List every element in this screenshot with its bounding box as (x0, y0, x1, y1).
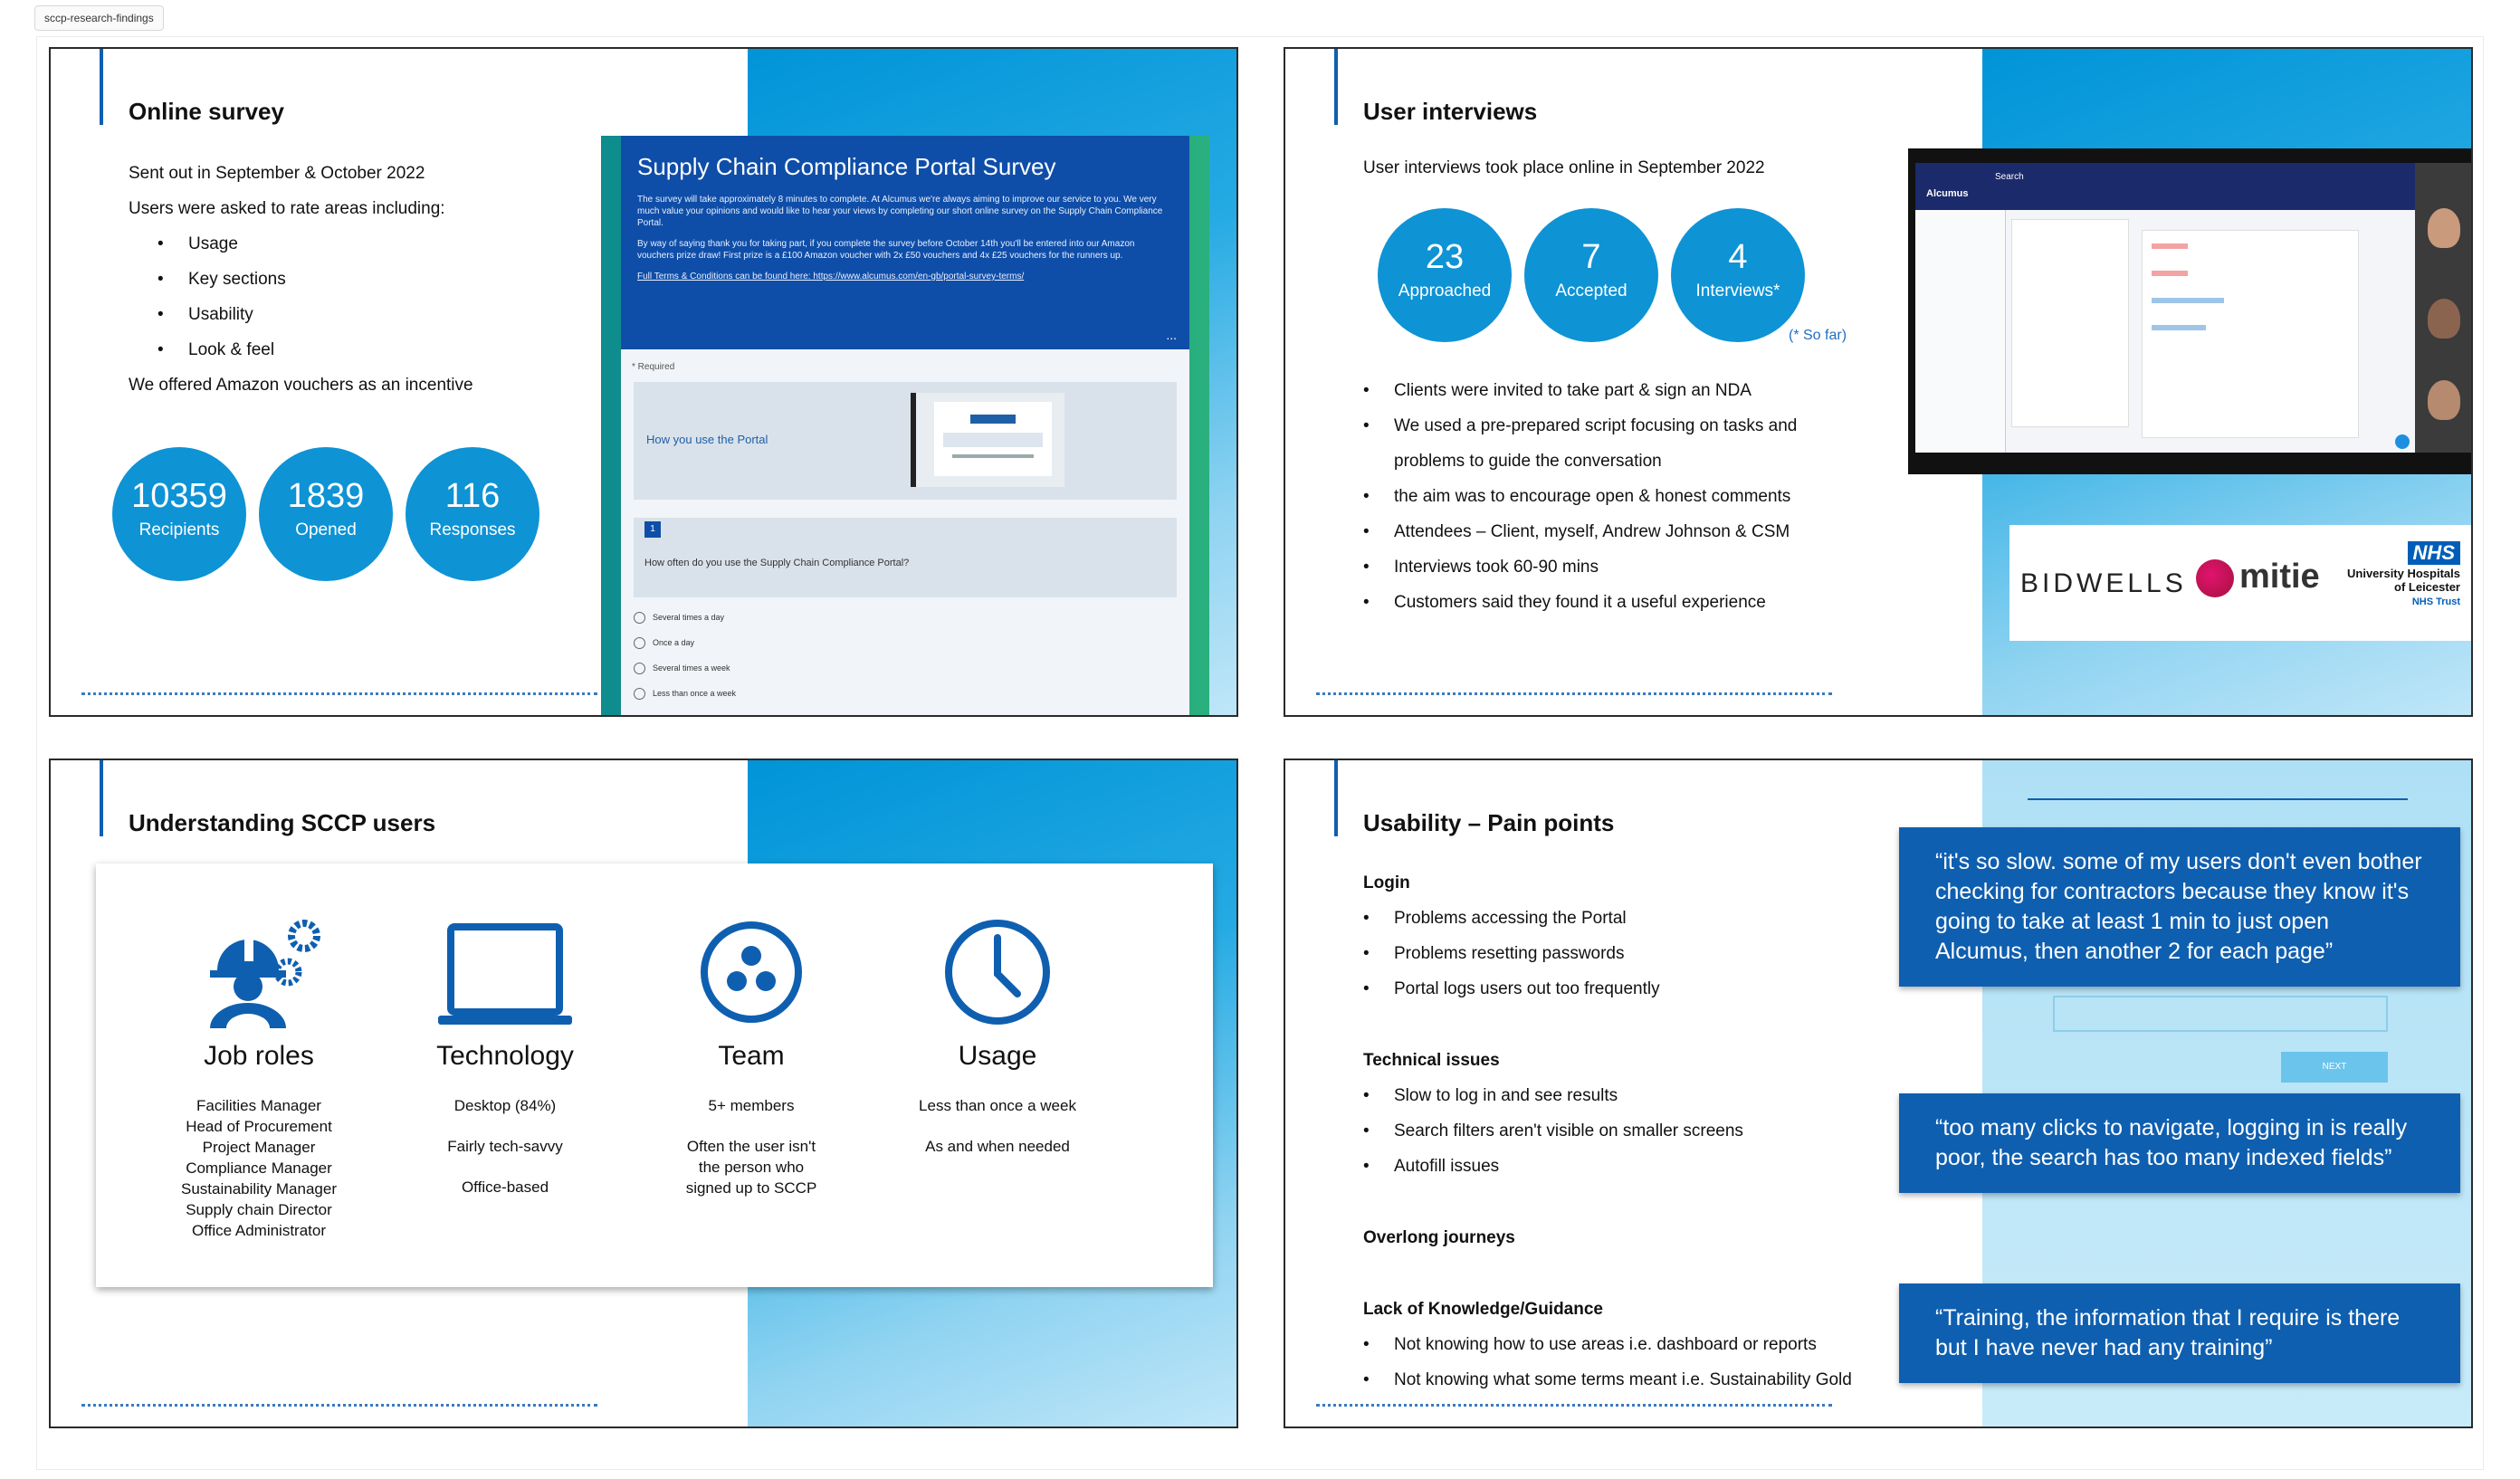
laptop-icon (396, 914, 614, 1032)
mock-next-button: NEXT (2281, 1052, 2388, 1083)
list-item: • Search filters aren't visible on smaller screens (1363, 1113, 1924, 1149)
video-call-screenshot (1908, 148, 2473, 474)
slide-pain-points[interactable] (1284, 759, 2473, 1428)
nhs-name: University Hospitals (2347, 567, 2460, 580)
client-logos (2009, 525, 2473, 641)
column-heading: Team (718, 1041, 785, 1071)
column-line: Desktop (84%) (453, 1097, 557, 1114)
survey-form-header (621, 136, 1189, 349)
stat-label: Responses (429, 520, 516, 539)
stat-approached (1378, 208, 1512, 342)
radio-option: Once a day (634, 637, 694, 649)
list-item: • Problems accessing the Portal (1363, 901, 1924, 936)
frame-label[interactable]: sccp-research-findings (34, 5, 164, 31)
bidwells-logo: BIDWELLS (2020, 568, 2187, 598)
survey-areas-list (158, 226, 473, 367)
app-topbar (1915, 163, 2415, 210)
question-number-badge: 1 (644, 521, 661, 538)
stat-label: Approached (1398, 281, 1492, 301)
pain-points-list (1363, 865, 1924, 1398)
interviews-bullets (1363, 373, 1870, 620)
section-heading: Technical issues (1363, 1051, 1500, 1070)
participant-cameras (2415, 163, 2473, 453)
survey-outro: We offered Amazon vouchers as an incentive (129, 376, 473, 395)
worker-gear-icon (150, 914, 368, 1032)
user-column-technology (396, 914, 614, 1198)
app-search: Search (1995, 172, 2024, 182)
slide-title: User interviews (1363, 98, 1538, 125)
stat-label: Accepted (1555, 281, 1628, 301)
column-heading: Usage (958, 1041, 1037, 1071)
radio-option: Less than once a week (634, 688, 736, 700)
clock-icon (889, 914, 1106, 1032)
list-item: • Not knowing what some terms meant i.e. Sustainability Gold (1363, 1362, 1924, 1398)
chat-bubble-icon (2395, 434, 2410, 449)
title-accent-bar (100, 760, 103, 836)
title-accent-bar (1334, 49, 1338, 125)
list-item: • We used a pre-prepared script focusing on tasks and problems to guide the conversation (1363, 408, 1870, 479)
column-line: Compliance Manager (186, 1159, 332, 1177)
column-line: Supply chain Director (186, 1201, 332, 1218)
nhs-badge: NHS (2408, 541, 2460, 565)
stat-opened (259, 447, 393, 581)
title-accent-bar (100, 49, 103, 125)
column-line: Facilities Manager (196, 1097, 321, 1114)
survey-form-screenshot (601, 136, 1209, 717)
column-line: Project Manager (202, 1139, 316, 1156)
stat-number: 10359 (131, 477, 227, 515)
mock-form-field (2053, 996, 2388, 1032)
list-item: • Key sections (158, 262, 473, 297)
column-line: Office-based (461, 1178, 549, 1196)
column-line: Head of Procurement (186, 1118, 332, 1135)
list-item: • Look & feel (158, 332, 473, 367)
survey-intro-1: Sent out in September & October 2022 (129, 164, 425, 183)
app-filter-panel (2011, 219, 2129, 427)
survey-intro-2: Users were asked to rate areas including: (129, 199, 445, 218)
list-item: • Interviews took 60-90 mins (1363, 549, 1870, 585)
column-heading: Technology (436, 1041, 574, 1071)
column-line: Often the user isn't the person who signed up to SCCP (685, 1138, 817, 1197)
list-item: • Usability (158, 297, 473, 332)
radio-option: Several times a day (634, 612, 724, 624)
interviews-intro: User interviews took place online in September 2022 (1363, 158, 1765, 177)
column-line: As and when needed (925, 1138, 1070, 1155)
list-item: • Portal logs users out too frequently (1363, 971, 1924, 1007)
stat-number: 4 (1728, 238, 1748, 276)
app-results-list (2142, 230, 2359, 438)
mock-form-line (2028, 798, 2408, 800)
user-column-team (643, 914, 860, 1198)
radio-option: Several times a week (634, 663, 730, 674)
quote-card: “Training, the information that I require is there but I have never had any training” (1899, 1283, 2460, 1383)
survey-form-body (621, 136, 1189, 717)
dotted-divider (1316, 1404, 1832, 1407)
slide-title: Usability – Pain points (1363, 809, 1615, 836)
footnote: (* So far) (1789, 328, 1847, 343)
list-item: • Not knowing how to use areas i.e. dashboard or reports (1363, 1327, 1924, 1362)
list-item: • Customers said they found it a useful experience (1363, 585, 1870, 620)
survey-form-paragraph: By way of saying thank you for taking part, if you complete the survey before October 14th you'll be entered into our Amazon vouchers prize draw! First prize is a £100 Amazon voucher with 2x £50 vouchers and 4x £25 vouchers for the runners up. (637, 239, 1135, 261)
column-line: Sustainability Manager (181, 1180, 337, 1198)
section-heading: Lack of Knowledge/Guidance (1363, 1300, 1603, 1319)
survey-question-card (634, 518, 1177, 597)
dotted-divider (81, 1404, 597, 1407)
slide-title: Understanding SCCP users (129, 809, 436, 836)
stat-interviews (1671, 208, 1805, 342)
list-item: • Attendees – Client, myself, Andrew Johnson & CSM (1363, 514, 1870, 549)
column-line: Less than once a week (919, 1097, 1076, 1114)
stat-recipients (112, 447, 246, 581)
dotted-divider (1316, 692, 1832, 695)
column-body (889, 1095, 1106, 1157)
list-item: • Slow to log in and see results (1363, 1078, 1924, 1113)
stat-number: 116 (444, 477, 501, 515)
slide-title: Online survey (129, 98, 284, 125)
survey-section-title: How you use the Portal (646, 433, 768, 446)
title-accent-bar (1334, 760, 1338, 836)
list-item: • the aim was to encourage open & honest comments (1363, 479, 1870, 514)
nhs-name: of Leicester (2394, 580, 2460, 594)
column-line: Office Administrator (191, 1222, 327, 1239)
shared-screen (1915, 163, 2415, 453)
survey-form-title: Supply Chain Compliance Portal Survey (637, 153, 1056, 180)
user-column-job-roles (150, 914, 368, 1241)
app-sidebar (1915, 210, 2006, 453)
list-item: • Problems resetting passwords (1363, 936, 1924, 971)
stat-number: 1839 (287, 477, 365, 515)
app-logo: Alcumus (1926, 188, 1969, 199)
more-options-icon: ... (1166, 328, 1177, 342)
column-line: 5+ members (708, 1097, 795, 1114)
participant-avatar (2428, 208, 2460, 248)
section-heading: Overlong journeys (1363, 1228, 1515, 1247)
slide-online-survey[interactable] (49, 47, 1238, 717)
user-column-usage (889, 914, 1106, 1157)
column-body (150, 1095, 368, 1241)
stat-label: Interviews* (1695, 281, 1780, 301)
user-insights-card (96, 864, 1213, 1287)
participant-avatar (2428, 380, 2460, 420)
stat-label: Opened (295, 520, 357, 539)
nhs-logo (2347, 541, 2460, 609)
mitie-logo: mitie (2196, 558, 2320, 597)
list-item: • Usage (158, 226, 473, 262)
alcumus-logo-image (911, 393, 1064, 487)
stat-number: 23 (1425, 238, 1465, 276)
survey-section-card (634, 382, 1177, 500)
stat-number: 7 (1581, 238, 1601, 276)
survey-form-paragraph: The survey will take approximately 8 minutes to complete. At Alcumus we're always aiming to improve our service to you. We very much value your opinions and would like to hear your views by completing our short online survey on the Supply Chain Compliance Portal. (637, 195, 1163, 228)
stat-accepted (1524, 208, 1658, 342)
list-item: • Autofill issues (1363, 1149, 1924, 1184)
survey-question-text: How often do you use the Supply Chain Compliance Portal? (644, 558, 910, 568)
column-body (396, 1095, 614, 1198)
participant-avatar (2428, 299, 2460, 339)
quote-card: “it's so slow. some of my users don't even bother checking for contractors because they know it's going to take at least 1 min to just open Alcumus, then another 2 for each page” (1899, 827, 2460, 987)
stat-responses (406, 447, 539, 581)
slide-understanding-users[interactable] (49, 759, 1238, 1428)
list-item: • Clients were invited to take part & sign an NDA (1363, 373, 1870, 408)
column-heading: Job roles (204, 1041, 314, 1071)
stat-label: Recipients (138, 520, 220, 539)
section-heading: Login (1363, 873, 1410, 892)
dotted-divider (81, 692, 597, 695)
column-line: Fairly tech-savvy (447, 1138, 563, 1155)
required-note: * Required (632, 362, 675, 372)
survey-text-block (129, 156, 473, 403)
nhs-trust: NHS Trust (2411, 596, 2460, 607)
column-body (643, 1095, 860, 1198)
team-icon (643, 914, 860, 1032)
slide-user-interviews[interactable] (1284, 47, 2473, 717)
survey-form-terms-link: Full Terms & Conditions can be found here: https://www.alcumus.com/en-gb/portal-survey-terms/ (637, 272, 1025, 281)
quote-card: “too many clicks to navigate, logging in is really poor, the search has too many indexed fields” (1899, 1093, 2460, 1193)
